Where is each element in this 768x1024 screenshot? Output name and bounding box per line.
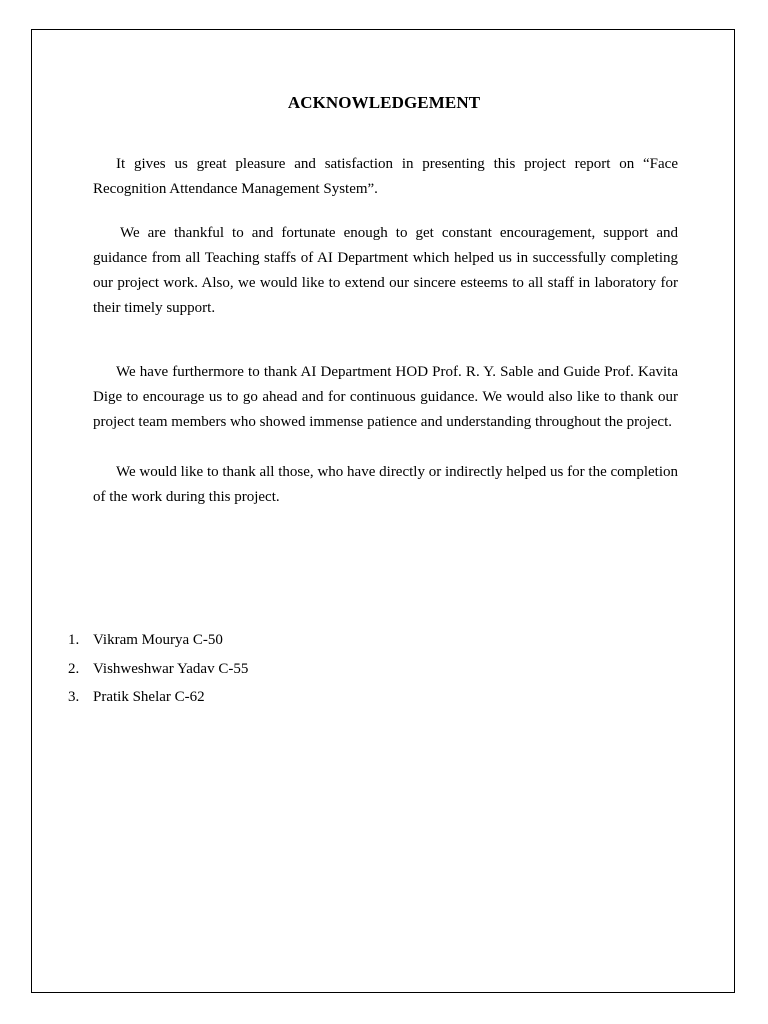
list-item bbox=[68, 657, 248, 686]
paragraph-staff-thanks: We are thankful to and fortunate enough to get constant encouragement, support and guidance from all Teaching staffs of AI Department which helped us in successfully completing our project work. Also, we would like to extend our sincere esteems to all staff in laboratory for their timely support. bbox=[93, 225, 678, 316]
list-item-number: 1. bbox=[68, 632, 80, 648]
list-item bbox=[68, 685, 248, 714]
paragraph-hod-guide-thanks: We have furthermore to thank AI Department HOD Prof. R. Y. Sable and Guide Prof. Kavita Dige to encourage us to go ahead and for continuous guidance. We would also like to thank our project team members who showed immense patience and understanding throughout the project. bbox=[93, 364, 678, 430]
list-item bbox=[68, 628, 248, 657]
list-item-number: 3. bbox=[68, 689, 80, 705]
paragraph-intro: It gives us great pleasure and satisfaction in presenting this project report on “Face Recognition Attendance Management System”. bbox=[93, 156, 678, 197]
member-name: Vikram Mourya C-50 bbox=[93, 632, 223, 648]
page-title: ACKNOWLEDGEMENT bbox=[287, 93, 481, 112]
list-item-number: 2. bbox=[68, 660, 80, 677]
member-name: Vishweshwar Yadav C-55 bbox=[93, 660, 249, 677]
paragraph-general-thanks: We would like to thank all those, who have directly or indirectly helped us for the completion of the work during this project. bbox=[93, 464, 678, 505]
member-name: Pratik Shelar C-62 bbox=[93, 689, 205, 705]
team-member-list bbox=[68, 628, 248, 714]
